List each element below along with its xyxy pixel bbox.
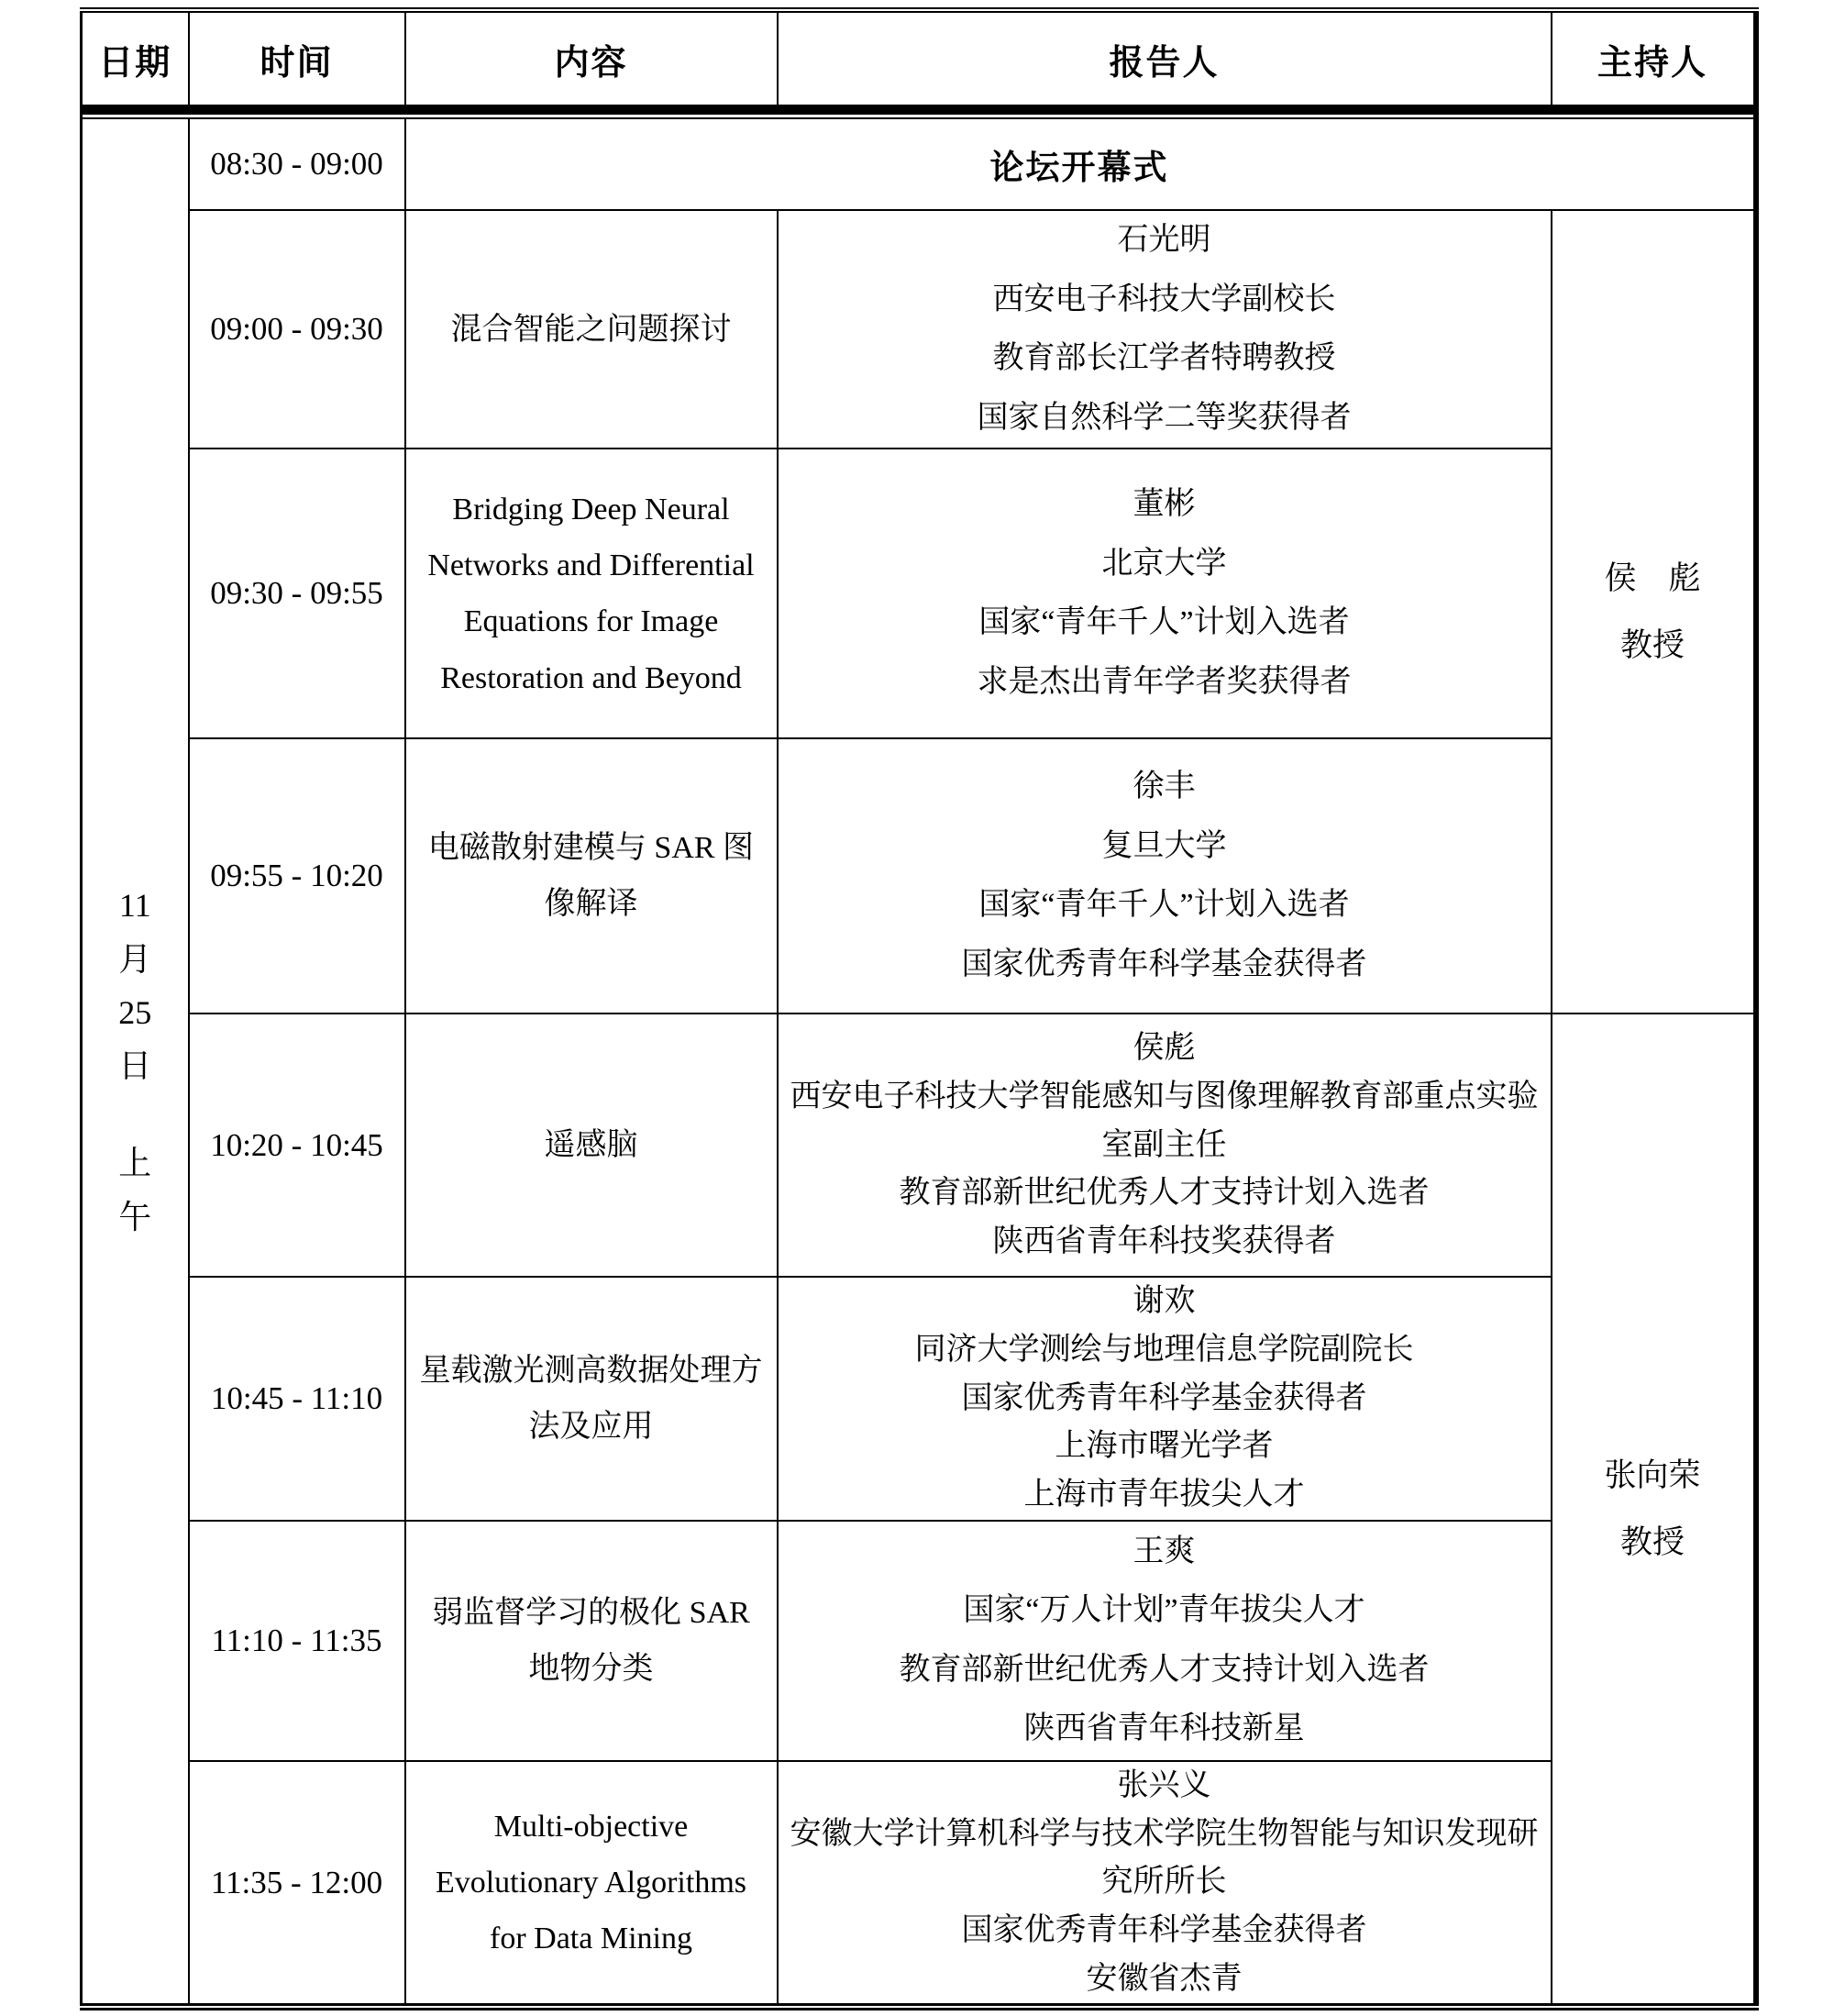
time-cell: 11:10 - 11:35 — [189, 1521, 405, 1761]
session-row — [82, 738, 1756, 1014]
time-cell: 08:30 - 09:00 — [189, 118, 405, 210]
header-separator — [82, 110, 1756, 119]
header-cell-date: 日期 — [82, 10, 189, 110]
topic-cell: Bridging Deep Neural Networks and Differential Equations for Image Restoration and Beyond — [405, 449, 778, 738]
host-title: 教授 — [1619, 1524, 1685, 1561]
speaker-cell: 谢欢 同济大学测绘与地理信息学院副院长 国家优秀青年科学基金获得者 上海市曙光学者 上海市青年拔尖人才 — [778, 1277, 1552, 1520]
session-row — [82, 1521, 1756, 1761]
header-cell-content: 内容 — [405, 10, 778, 110]
session-row — [82, 1014, 1756, 1277]
header-row — [82, 10, 1756, 110]
topic-cell: 电磁散射建模与 SAR 图像解译 — [405, 738, 778, 1014]
speaker-cell: 王爽 国家“万人计划”青年拔尖人才 教育部新世纪优秀人才支持计划入选者 陕西省青年科技新星 — [778, 1521, 1552, 1761]
time-cell: 10:20 - 10:45 — [189, 1014, 405, 1277]
date-gap — [83, 1092, 188, 1136]
header-separator-row — [82, 110, 1756, 119]
header-cell-host: 主持人 — [1552, 10, 1756, 110]
topic-cell: Multi-objective Evolutionary Algorithms for Data Mining — [405, 1761, 778, 2007]
topic-cell: 混合智能之问题探讨 — [405, 210, 778, 449]
header-cell-time: 时间 — [189, 10, 405, 110]
host-name: 张向荣 — [1604, 1457, 1701, 1493]
session-row — [82, 210, 1756, 449]
time-cell: 11:35 - 12:00 — [189, 1761, 405, 2007]
header-cell-speaker: 报告人 — [778, 10, 1552, 110]
session-row — [82, 449, 1756, 738]
speaker-cell: 董彬 北京大学 国家“青年千人”计划入选者 求是杰出青年学者奖获得者 — [778, 449, 1552, 738]
speaker-cell: 张兴义 安徽大学计算机科学与技术学院生物智能与知识发现研究所所长 国家优秀青年科学基金获得者 安徽省杰青 — [778, 1761, 1552, 2007]
topic-cell: 遥感脑 — [405, 1014, 778, 1277]
date-cell — [82, 118, 189, 2007]
time-cell: 09:55 - 10:20 — [189, 738, 405, 1014]
opening-row — [82, 118, 1756, 210]
time-cell: 10:45 - 11:10 — [189, 1277, 405, 1520]
host-title: 教授 — [1619, 627, 1685, 664]
topic-cell: 弱监督学习的极化 SAR 地物分类 — [405, 1521, 778, 1761]
speaker-cell: 石光明 西安电子科技大学副校长 教育部长江学者特聘教授 国家自然科学二等奖获得者 — [778, 210, 1552, 449]
session-row — [82, 1761, 1756, 2007]
topic-cell: 星载激光测高数据处理方法及应用 — [405, 1277, 778, 1520]
time-cell: 09:00 - 09:30 — [189, 210, 405, 449]
speaker-cell: 徐丰 复旦大学 国家“青年千人”计划入选者 国家优秀青年科学基金获得者 — [778, 738, 1552, 1014]
host-cell — [1552, 210, 1756, 1014]
time-cell: 09:30 - 09:55 — [189, 449, 405, 738]
date-text: 11 月 25 日 — [118, 887, 152, 1085]
schedule-table — [80, 7, 1759, 2010]
host-name: 侯 彪 — [1604, 559, 1701, 596]
opening-ceremony-cell: 论坛开幕式 — [405, 118, 1756, 210]
session-row — [82, 1277, 1756, 1520]
speaker-cell: 侯彪 西安电子科技大学智能感知与图像理解教育部重点实验室副主任 教育部新世纪优秀人才支持计划入选者 陕西省青年科技奖获得者 — [778, 1014, 1552, 1277]
host-cell — [1552, 1014, 1756, 2007]
session-period-text: 上 午 — [118, 1145, 152, 1235]
